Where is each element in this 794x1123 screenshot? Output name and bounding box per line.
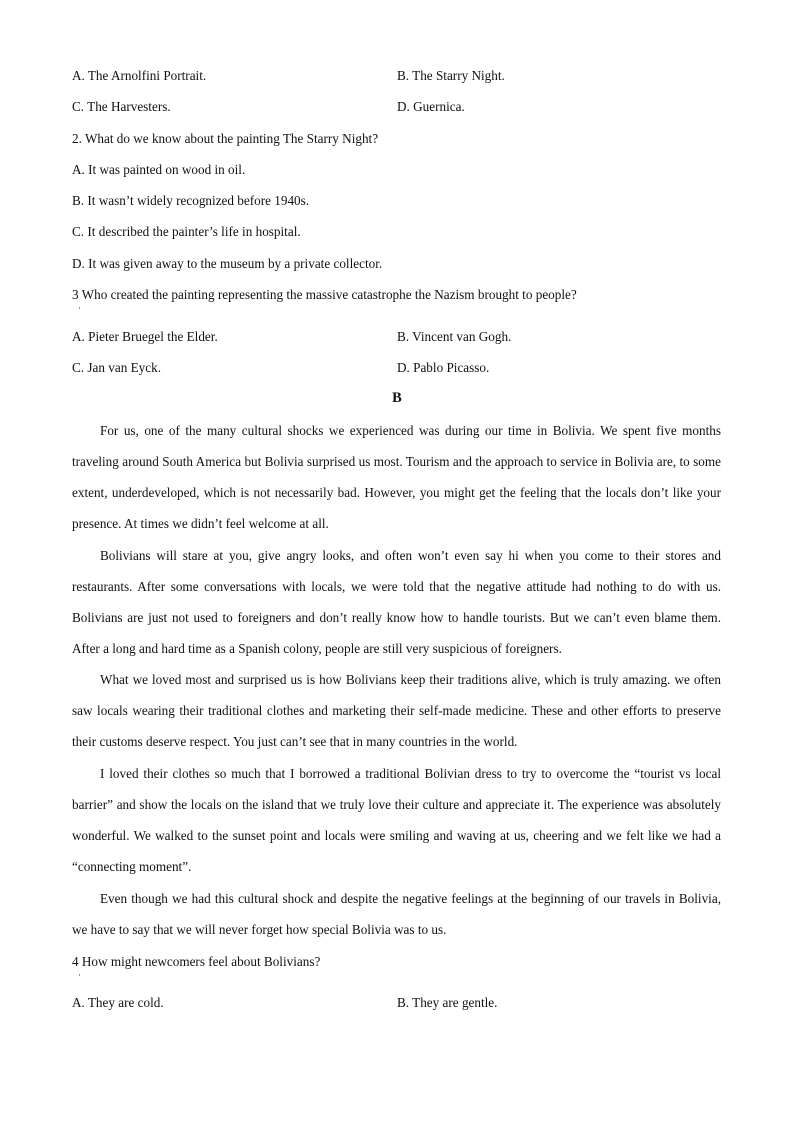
q3-stem: 3 Who created the painting representing the massive catastrophe the Nazism brought to people? <box>72 287 577 302</box>
passage-paragraph-5: Even though we had this cultural shock and despite the negative feelings at the beginning of our travels in Bolivia, we have to say that we will never forget how special Bolivia was to us. <box>72 891 721 937</box>
passage-paragraph-3: What we loved most and surprised us is how Bolivians keep their traditions alive, which is truly amazing. we often saw locals wearing their traditional clothes and marketing their self-made medicine. These and other efforts to preserve their customs deserve respect. You just can’t see that in many countries in the world. <box>72 672 721 749</box>
q3-option-a: A. Pieter Bruegel the Elder. <box>72 329 218 344</box>
q4-option-b: B. They are gentle. <box>397 995 498 1010</box>
q3-option-c: C. Jan van Eyck. <box>72 360 161 375</box>
q1-option-c: C. The Harvesters. <box>72 99 171 114</box>
q4-option-a: A. They are cold. <box>72 995 164 1010</box>
q2-stem: 2. What do we know about the painting The Starry Night? <box>72 131 379 146</box>
q2-option-b: B. It wasn’t widely recognized before 1940s. <box>72 193 310 208</box>
q1-option-a: A. The Arnolfini Portrait. <box>72 68 207 83</box>
passage-paragraph-2: Bolivians will stare at you, give angry looks, and often won’t even say hi when you come to their stores and restaurants. After some conversations with locals, we were told that the negative attitude had nothing to do with us. Bolivians are just not used to foreigners and don’t really know how to handle tourists. But we can’t even blame them. After a long and hard time as a Spanish colony, people are still very suspicious of foreigners. <box>72 548 721 656</box>
q2-option-d: D. It was given away to the museum by a private collector. <box>72 256 383 271</box>
q3-number-dot: · <box>78 303 81 313</box>
q1-option-d: D. Guernica. <box>397 99 465 114</box>
passage-paragraph-1: For us, one of the many cultural shocks we experienced was during our time in Bolivia. We spent five months traveling around South America but Bolivia surprised us most. Tourism and the approach to service in Bolivia are, to some extent, underdeveloped, which is not necessarily bad. However, you might get the feeling that the locals don’t like your presence. At times we didn’t feel welcome at all. <box>72 423 721 531</box>
q3-option-d: D. Pablo Picasso. <box>397 360 490 375</box>
q4-number-dot: · <box>78 970 81 980</box>
q3-option-b: B. Vincent van Gogh. <box>397 329 512 344</box>
section-b-heading: B <box>392 390 402 406</box>
q2-option-c: C. It described the painter’s life in hospital. <box>72 224 301 239</box>
q4-stem: 4 How might newcomers feel about Bolivians? <box>72 954 321 969</box>
q1-option-b: B. The Starry Night. <box>397 68 505 83</box>
q2-option-a: A. It was painted on wood in oil. <box>72 162 246 177</box>
passage-paragraph-4: I loved their clothes so much that I borrowed a traditional Bolivian dress to try to overcome the “tourist vs local barrier” and show the locals on the island that we truly love their culture and appreciate it. The experience was absolutely wonderful. We walked to the sunset point and locals were smiling and waving at us, cheering and we felt like we had a “connecting moment”. <box>72 766 721 874</box>
